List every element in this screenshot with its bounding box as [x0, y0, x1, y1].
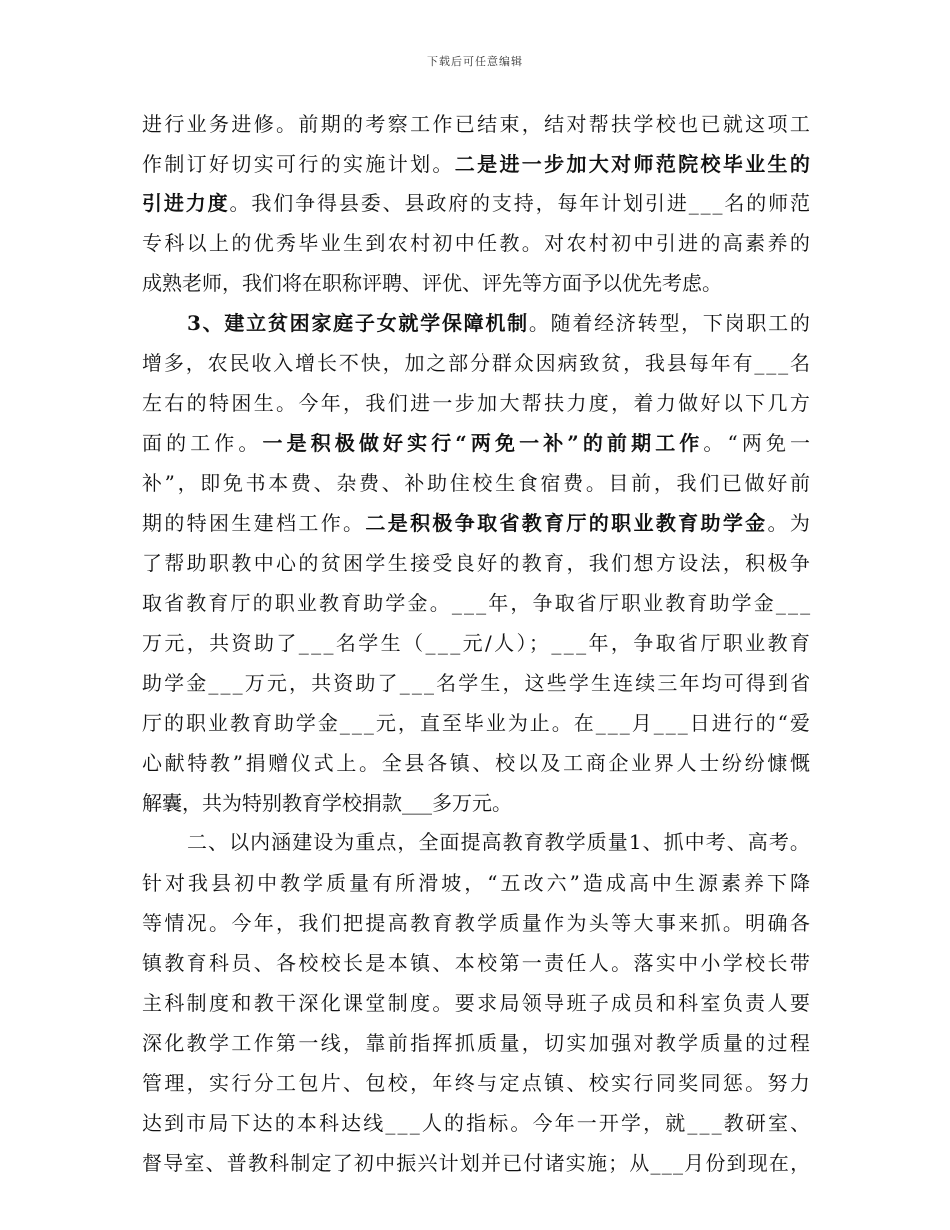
text-segment: 了帮助职教中心的贫困学生接受良好的教育，我们想方设法，积极争 — [142, 551, 813, 575]
text-segment: 增多，农民收入增长不快，加之部分群众因病致贫，我县每年有___名 — [142, 351, 812, 375]
text-segment: 专科以上的优秀毕业生到农村初中任教。对农村初中引进的高素养的 — [142, 231, 813, 255]
text-line — [142, 183, 812, 223]
bold-text-segment: 一是积极做好实行“两免一补”的前期工作 — [262, 431, 704, 455]
text-line — [142, 903, 812, 943]
text-line — [142, 703, 812, 743]
text-segment: 。“两免一 — [703, 431, 815, 455]
text-segment: 解囊，共为特别教育学校捐款___多万元。 — [142, 791, 512, 815]
text-segment: 督导室、普教科制定了初中振兴计划并已付诸实施；从___月份到现在， — [142, 1151, 812, 1175]
text-segment: 面的工作。 — [142, 431, 263, 455]
text-segment: 补”，即免书本费、杂费、补助住校生食宿费。目前，我们已做好前 — [142, 471, 813, 495]
bold-text-segment: 3、建立贫困家庭子女就学保障机制 — [187, 311, 529, 335]
text-segment: 取省教育厅的职业教育助学金。___年，争取省厅职业教育助学金___ — [142, 591, 813, 615]
text-segment: 深化教学工作第一线，靠前指挥抓质量，切实加强对教学质量的过程 — [142, 1031, 813, 1055]
text-segment: 。随着经济转型，下岗职工的 — [528, 311, 812, 335]
text-segment: 达到市局下达的本科达线___人的指标。今年一开学，就___教研室、 — [142, 1111, 813, 1135]
text-line — [142, 783, 512, 823]
text-segment: 。为 — [767, 511, 813, 535]
text-segment: 作制订好切实可行的实施计划。 — [142, 152, 455, 176]
text-line — [142, 1143, 811, 1183]
text-line — [142, 583, 812, 623]
text-segment: 厅的职业教育助学金___元，直至毕业为止。在___月___日进行的“爱 — [142, 711, 812, 735]
text-line — [142, 343, 812, 383]
bold-text-segment: 引进力度 — [142, 191, 230, 215]
text-segment: 管理，实行分工包片、包校，年终与定点镇、校实行同奖同惩。努力 — [142, 1071, 813, 1095]
text-segment: 。我们争得县委、县政府的支持，每年计划引进___名的师范 — [229, 191, 812, 215]
text-line — [142, 623, 812, 663]
text-line — [142, 383, 812, 423]
text-line — [142, 543, 812, 583]
text-line — [142, 743, 813, 783]
bold-text-segment: 二是进一步加大对师范院校毕业生的 — [454, 152, 813, 176]
text-segment: 镇教育科员、各校校长是本镇、本校第一责任人。落实中小学校长带 — [142, 951, 813, 975]
text-line — [142, 263, 722, 303]
text-segment: 万元，共资助了___名学生（___元/人）；___年，争取省厅职业教育 — [142, 631, 813, 655]
text-line — [187, 303, 812, 343]
text-line — [142, 104, 812, 144]
text-line — [142, 863, 813, 903]
text-segment: 左右的特困生。今年，我们进一步加大帮扶力度，着力做好以下几方 — [142, 391, 813, 415]
bold-text-segment: 二是积极争取省教育厅的职业教育助学金 — [365, 511, 768, 535]
text-line — [142, 463, 813, 503]
text-segment: 心献特教”捐赠仪式上。全县各镇、校以及工商企业界人士纷纷慷慨 — [142, 751, 813, 775]
text-line — [142, 1023, 812, 1063]
text-line — [142, 1103, 812, 1143]
text-segment: 助学金___万元，共资助了___名学生，这些学生连续三年均可得到省 — [142, 671, 813, 695]
text-segment: 等情况。今年，我们把提高教育教学质量作为头等大事来抓。明确各 — [142, 911, 813, 935]
text-line — [142, 503, 812, 543]
text-line — [142, 663, 812, 703]
text-segment: 针对我县初中教学质量有所滑坡，“五改六”造成高中生源素养下降 — [142, 871, 814, 895]
text-segment: 期的特困生建档工作。 — [142, 511, 366, 535]
text-line — [142, 983, 812, 1023]
text-segment: 进行业务进修。前期的考察工作已结束，结对帮扶学校也已就这项工 — [142, 112, 813, 136]
text-line — [142, 144, 812, 184]
page-header: 下载后可任意编辑 — [427, 55, 523, 68]
text-line — [142, 223, 812, 263]
text-line — [142, 423, 814, 463]
text-segment: 成熟老师，我们将在职称评聘、评优、评先等方面予以优先考虑。 — [142, 271, 722, 295]
text-segment: 二、以内涵建设为重点，全面提高教育教学质量1、抓中考、高考。 — [187, 830, 811, 854]
text-line — [142, 943, 812, 983]
text-line — [187, 822, 811, 862]
text-segment: 主科制度和教干深化课堂制度。要求局领导班子成员和科室负责人要 — [142, 991, 813, 1015]
text-line — [142, 1063, 812, 1103]
